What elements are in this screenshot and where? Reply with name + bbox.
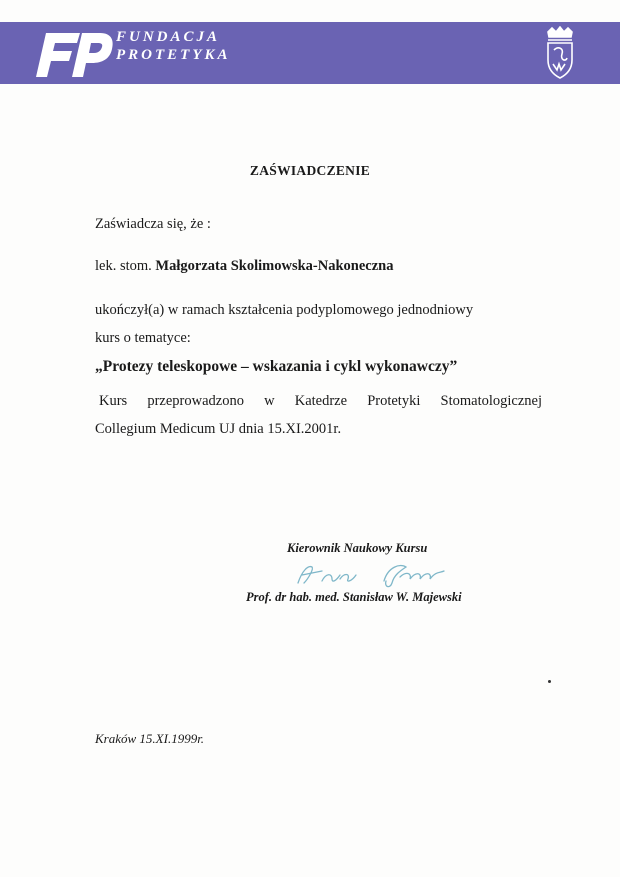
place-and-date: Kraków 15.XI.1999r. [95, 731, 205, 746]
crown-shield-emblem-icon [540, 26, 580, 80]
header-band [0, 22, 620, 84]
document-title: ZAŚWIADCZENIE [249, 163, 371, 178]
org-name-line2: PROTETYKA [116, 47, 231, 63]
organization-name [116, 28, 231, 64]
course-date-line: Collegium Medicum UJ dnia 15.XI.2001r. [95, 421, 342, 437]
recipient-line [95, 258, 393, 275]
recipient-name: Małgorzata Skolimowska-Nakoneczna [155, 258, 394, 274]
signatory-name: Prof. dr hab. med. Stanisław W. Majewski [246, 590, 462, 604]
course-topic: „Protezy teleskopowe – wskazania i cykl wykonawczy” [95, 358, 458, 375]
signatory-role: Kierownik Naukowy Kursu [287, 541, 428, 555]
fp-logo-icon [28, 27, 114, 79]
intro-line: Zaświadcza się, że : [95, 216, 211, 232]
course-location-line: Kurs przeprowadzono w Katedrze Protetyki Stomatologicznej [99, 393, 542, 409]
recipient-prefix: lek. stom. [95, 258, 152, 274]
org-name-line1: FUNDACJA [116, 29, 221, 45]
handwritten-signature [288, 557, 458, 591]
ink-dot [548, 680, 551, 683]
topic-intro-line: kurs o tematyce: [95, 330, 191, 346]
completion-line: ukończył(a) w ramach kształcenia podyplomowego jednodniowy [95, 302, 474, 318]
